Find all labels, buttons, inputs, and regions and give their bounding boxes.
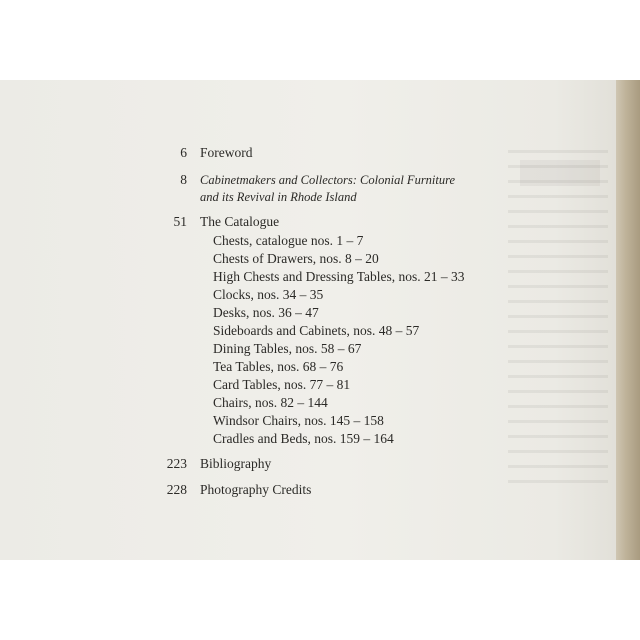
toc-entry-catalogue: The Catalogue <box>200 214 280 229</box>
catalogue-item: Dining Tables, nos. 58 – 67 <box>213 341 362 356</box>
toc-entry-bibliography: Bibliography <box>200 456 272 471</box>
catalogue-item: Windsor Chairs, nos. 145 – 158 <box>213 413 384 428</box>
toc-page-number: 228 <box>166 482 187 497</box>
catalogue-item: Sideboards and Cabinets, nos. 48 – 57 <box>213 323 420 338</box>
catalogue-item: Cradles and Beds, nos. 159 – 164 <box>213 431 394 446</box>
catalogue-item: High Chests and Dressing Tables, nos. 21 – 33 <box>213 269 465 284</box>
toc-page-number: 223 <box>166 456 187 471</box>
toc-entry-foreword: Foreword <box>200 145 253 160</box>
toc-entry-essay-line2: and its Revival in Rhode Island <box>200 190 357 204</box>
toc-page-number: 51 <box>173 214 187 229</box>
catalogue-item: Tea Tables, nos. 68 – 76 <box>213 359 344 374</box>
toc-entry-photography-credits: Photography Credits <box>200 482 312 497</box>
toc-entry-essay-line1: Cabinetmakers and Collectors: Colonial Furniture <box>200 173 456 187</box>
catalogue-item: Desks, nos. 36 – 47 <box>213 305 319 320</box>
catalogue-item: Clocks, nos. 34 – 35 <box>213 287 324 302</box>
catalogue-item: Card Tables, nos. 77 – 81 <box>213 377 351 392</box>
toc-page-number: 8 <box>180 172 187 187</box>
catalogue-item: Chests of Drawers, nos. 8 – 20 <box>213 251 379 266</box>
catalogue-item: Chairs, nos. 82 – 144 <box>213 395 328 410</box>
bleed-through-text <box>508 150 608 490</box>
toc-page-number: 6 <box>180 145 187 160</box>
catalogue-item: Chests, catalogue nos. 1 – 7 <box>213 233 364 248</box>
book-edge <box>616 80 640 560</box>
